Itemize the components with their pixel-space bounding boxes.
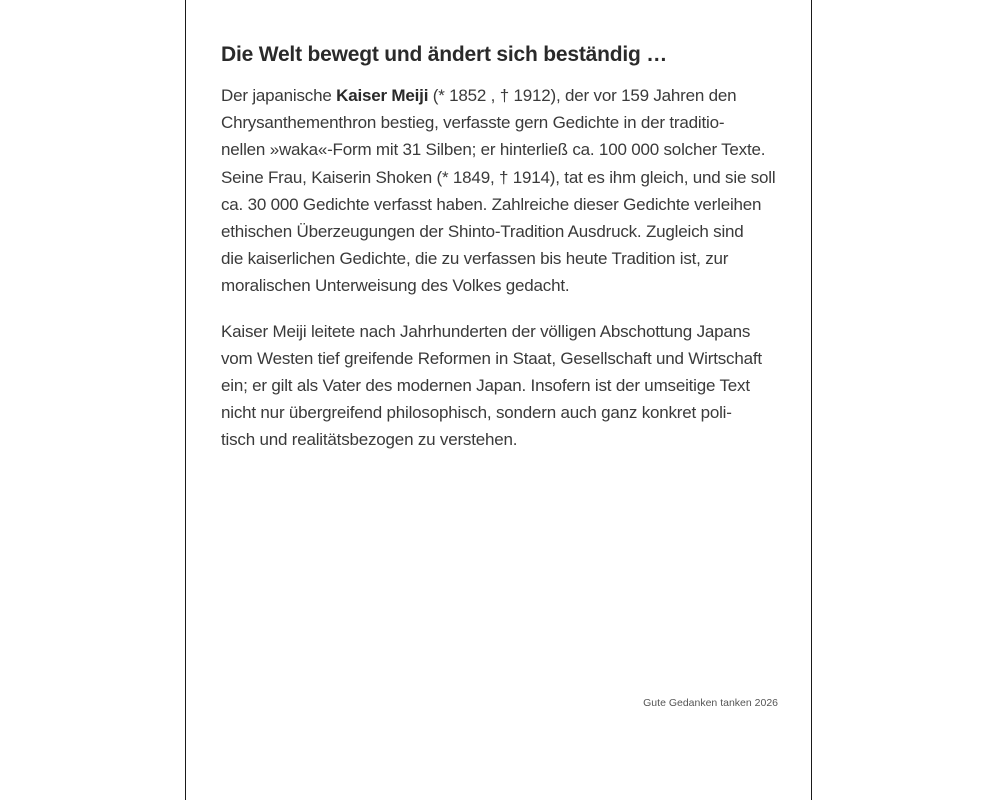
text-segment: (* 1852 , † 1912), der vor 159 Jahren den bbox=[428, 86, 737, 105]
text-line: vom Westen tief greifende Reformen in Staat, Gesellschaft und Wirtschaft bbox=[221, 348, 762, 368]
text-line: ethischen Überzeugungen der Shinto-Tradition Ausdruck. Zugleich sind bbox=[221, 222, 744, 242]
text-line: ein; er gilt als Vater des modernen Japan. Insofern ist der umseitige Text bbox=[221, 376, 750, 396]
text-line: nellen »waka«-Form mit 31 Silben; er hinterließ ca. 100 000 solcher Texte. bbox=[221, 140, 766, 160]
calendar-page bbox=[185, 0, 812, 800]
paragraph-biography bbox=[221, 82, 781, 300]
page-title: Die Welt bewegt und ändert sich beständig … bbox=[221, 43, 668, 66]
text-line: Seine Frau, Kaiserin Shoken (* 1849, † 1914), tat es ihm gleich, und sie soll bbox=[221, 167, 776, 187]
footer-credit: Gute Gedanken tanken 2026 bbox=[643, 697, 778, 709]
text-line: ca. 30 000 Gedichte verfasst haben. Zahlreiche dieser Gedichte verleihen bbox=[221, 194, 762, 214]
paragraph-context bbox=[221, 318, 781, 454]
emphasis-name: Kaiser Meiji bbox=[336, 86, 429, 105]
text-segment: Der japanische bbox=[221, 86, 337, 105]
text-line: Kaiser Meiji leitete nach Jahrhunderten der völligen Abschottung Japans bbox=[221, 321, 751, 341]
text-line: nicht nur übergreifend philosophisch, sondern auch ganz konkret poli- bbox=[221, 403, 732, 423]
text-line bbox=[221, 82, 781, 109]
text-line: tisch und realitätsbezogen zu verstehen. bbox=[221, 430, 518, 450]
page-content bbox=[221, 40, 781, 454]
text-line: moralischen Unterweisung des Volkes gedacht. bbox=[221, 276, 570, 296]
text-line: die kaiserlichen Gedichte, die zu verfassen bis heute Tradition ist, zur bbox=[221, 249, 729, 269]
text-line: Chrysanthementhron bestieg, verfasste gern Gedichte in der traditio- bbox=[221, 113, 725, 133]
